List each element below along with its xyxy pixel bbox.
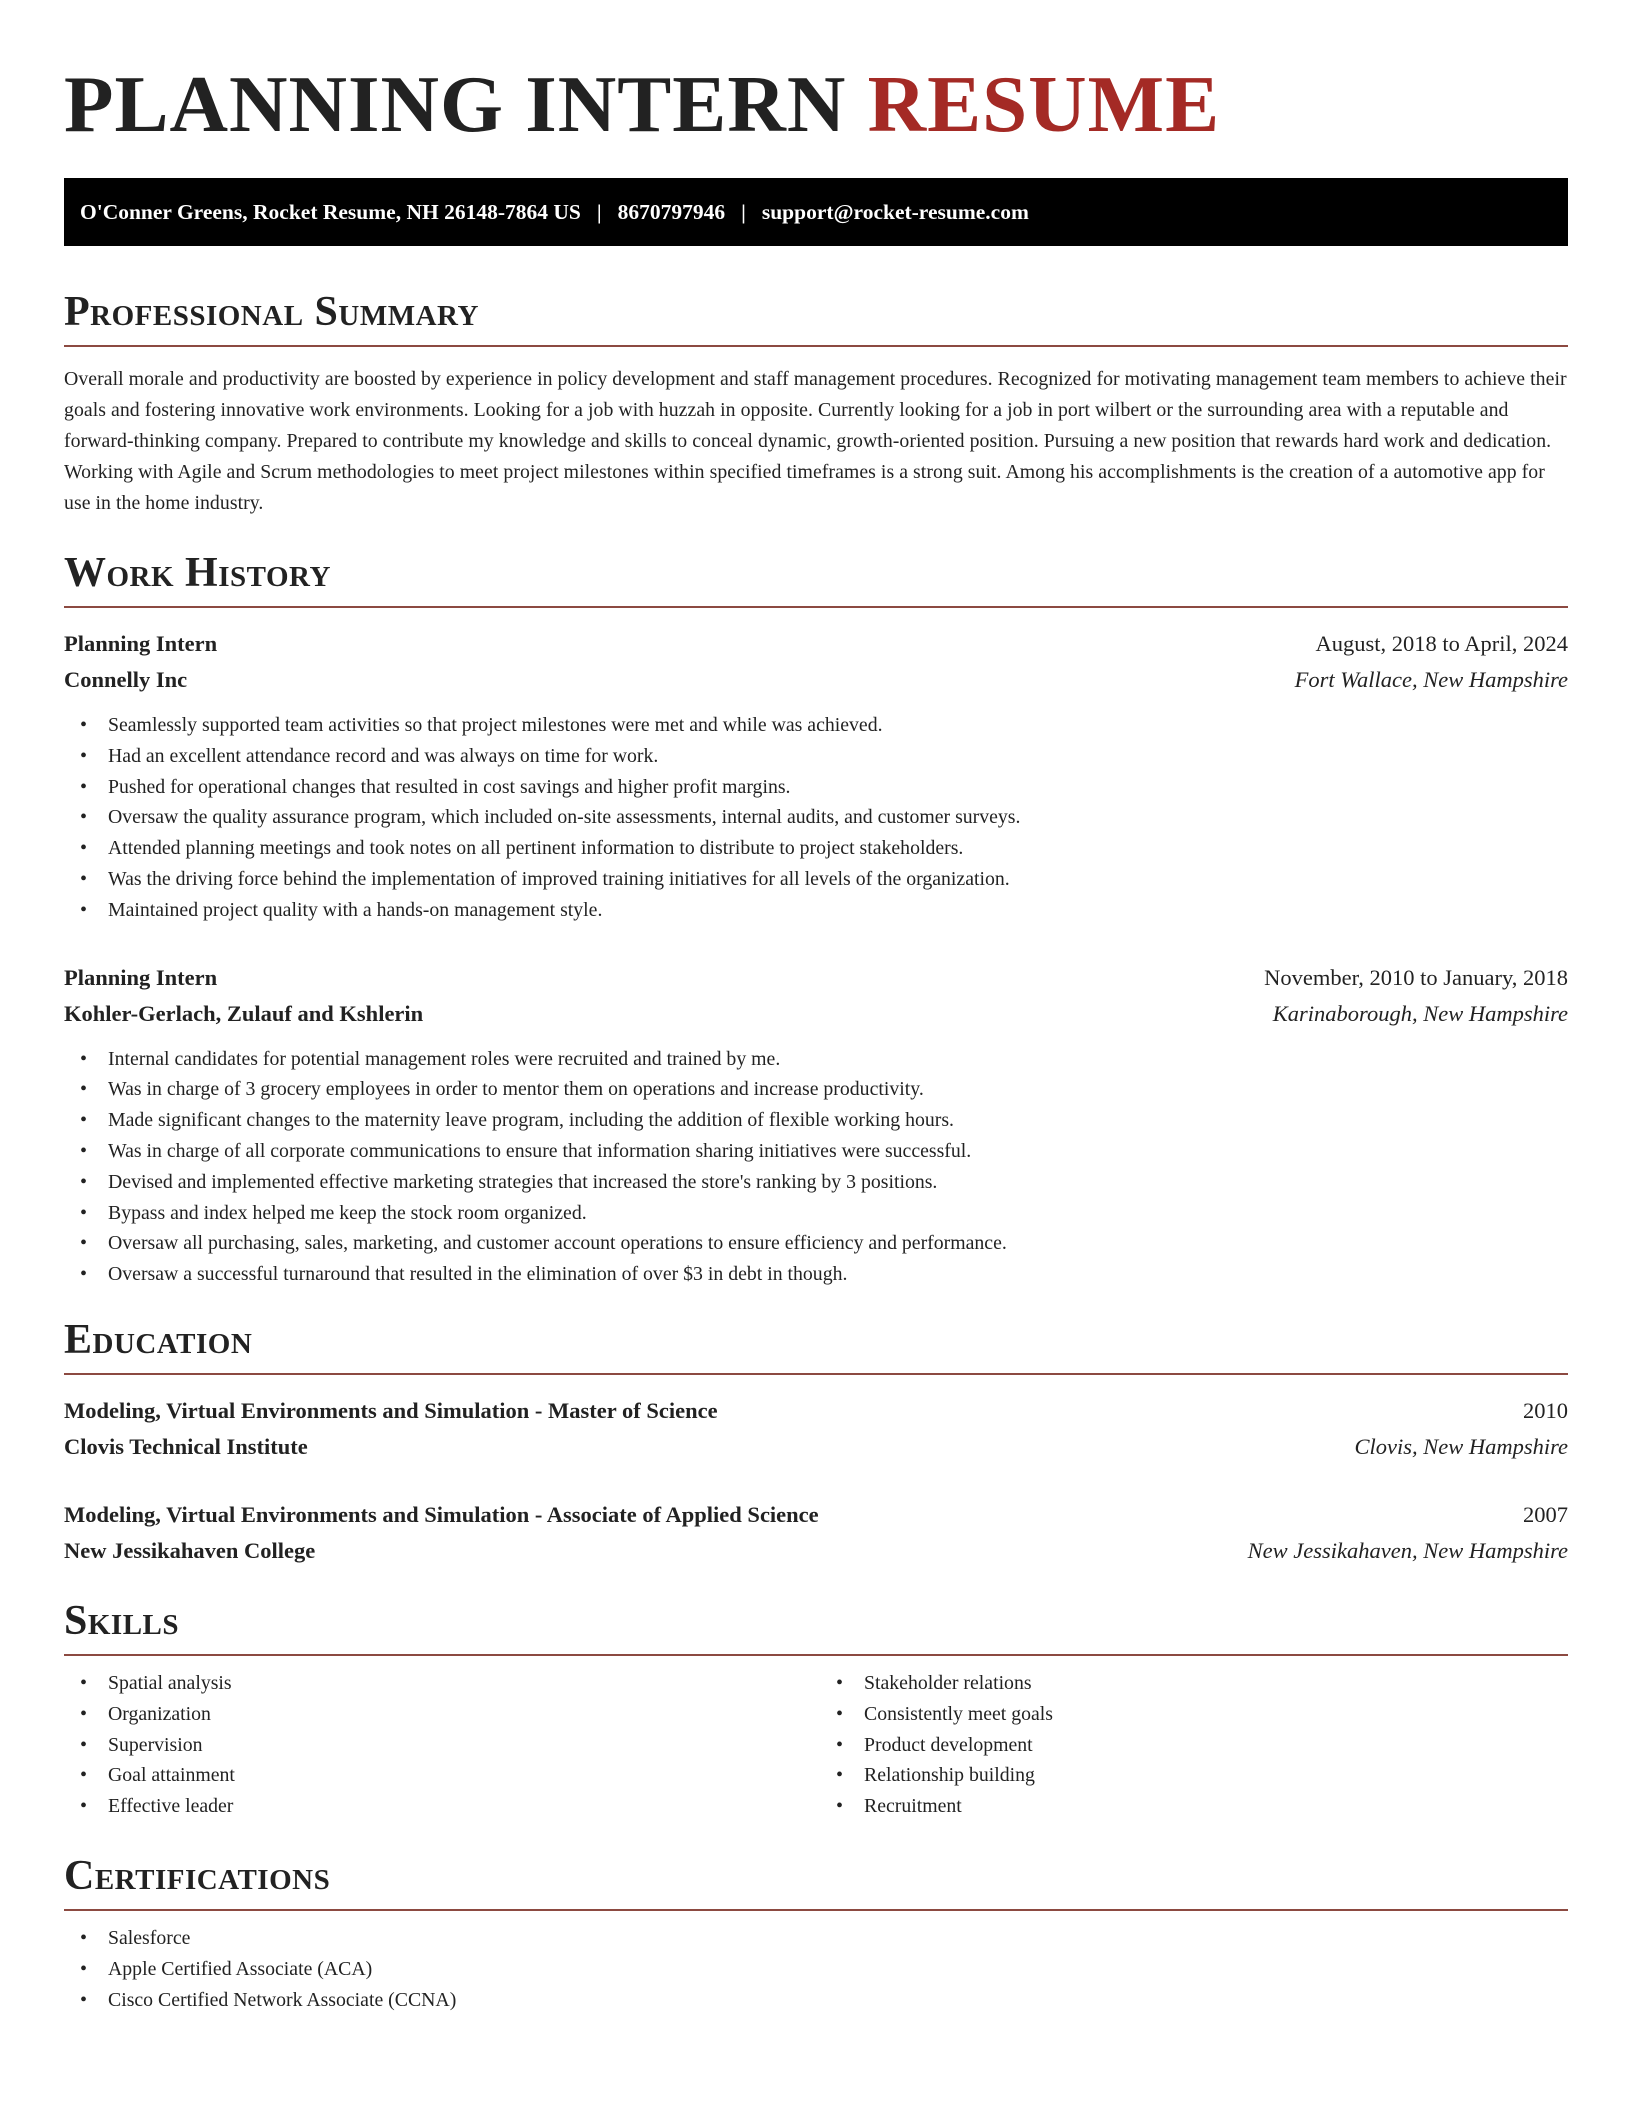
education-school-row <box>64 1429 1568 1465</box>
education-section <box>64 1316 1568 1569</box>
list-item: • Consistently meet goals <box>836 1699 1568 1730</box>
contact-phone: 8670797946 <box>617 199 726 224</box>
job-bullets <box>64 1044 1568 1290</box>
certifications-list <box>64 1923 1568 2015</box>
list-item: • Supervision <box>80 1730 820 1761</box>
list-item: • Oversaw all purchasing, sales, marketing, and customer account operations to ensure efficiency and performance. <box>80 1228 1568 1259</box>
job-title: Planning Intern <box>64 964 218 990</box>
job-bullets <box>64 710 1568 926</box>
list-item: • Made significant changes to the maternity leave program, including the addition of flexible working hours. <box>80 1105 1568 1136</box>
list-item: • Cisco Certified Network Associate (CCNA) <box>80 1985 1568 2016</box>
job-location: Fort Wallace, New Hampshire <box>1294 667 1568 692</box>
list-item: • Pushed for operational changes that resulted in cost savings and higher profit margins. <box>80 772 1568 803</box>
list-item: • Relationship building <box>836 1760 1568 1791</box>
education-degree: Modeling, Virtual Environments and Simulation - Associate of Applied Science <box>64 1501 819 1527</box>
title-main: PLANNING INTERN <box>64 59 868 149</box>
section-heading: Education <box>64 1316 253 1363</box>
contact-address: O'Conner Greens, Rocket Resume, NH 26148-7864 US <box>80 199 581 224</box>
skills-list-left <box>64 1668 820 1822</box>
section-heading: Work History <box>64 550 331 596</box>
section-heading: Certifications <box>64 1852 331 1899</box>
list-item: • Organization <box>80 1699 820 1730</box>
education-degree-row <box>64 1393 1568 1429</box>
list-item: • Maintained project quality with a hands-on management style. <box>80 895 1568 926</box>
contact-separator: | <box>596 199 602 224</box>
skills-section <box>64 1597 1568 1822</box>
list-item: • Had an excellent attendance record and was always on time for work. <box>80 741 1568 772</box>
job-dates: August, 2018 to April, 2024 <box>1315 631 1568 656</box>
list-item: • Was in charge of 3 grocery employees in order to mentor them on operations and increase productivity. <box>80 1074 1568 1105</box>
job-title: Planning Intern <box>64 631 218 656</box>
education-school: New Jessikahaven College <box>64 1537 316 1563</box>
summary-text: Overall morale and productivity are boosted by experience in policy development and staff management procedures. Recognized for motivating management team members to achieve their goals and fostering innovative work environments. Looking for a job with huzzah in opposite. Currently looking for a job in port wilbert or the surrounding area with a reputable and forward-thinking company. Prepared to contribute my knowledge and skills to conceal dynamic, growth-oriented position. Pursuing a new position that rewards hard work and dedication. Working with Agile and Scrum methodologies to meet project milestones within specified timeframes is a strong suit. Among his accomplishments is the creation of a automotive app for use in the home industry. <box>64 368 1567 514</box>
skills-list-right <box>820 1668 1568 1822</box>
education-location: New Jessikahaven, New Hampshire <box>1247 1537 1568 1563</box>
list-item: • Internal candidates for potential management roles were recruited and trained by me. <box>80 1044 1568 1075</box>
education-year: 2010 <box>1523 1397 1568 1423</box>
job-entry <box>64 960 1568 1290</box>
resume-title <box>64 58 1568 150</box>
job-company-row <box>64 662 1568 698</box>
contact-separator: | <box>741 199 746 224</box>
section-divider <box>64 1909 1568 1911</box>
section-divider <box>64 606 1568 608</box>
education-entry <box>64 1393 1568 1465</box>
list-item: • Product development <box>836 1730 1568 1761</box>
skills-columns <box>64 1668 1568 1822</box>
education-location: Clovis, New Hampshire <box>1354 1433 1568 1459</box>
list-item: • Apple Certified Associate (ACA) <box>80 1954 1568 1985</box>
list-item: • Stakeholder relations <box>836 1668 1568 1699</box>
section-heading: Skills <box>64 1597 180 1644</box>
list-item: • Effective leader <box>80 1791 820 1822</box>
list-item: • Attended planning meetings and took notes on all pertinent information to distribute to project stakeholders. <box>80 833 1568 864</box>
title-accent: RESUME <box>867 59 1221 149</box>
list-item: • Salesforce <box>80 1923 1568 1954</box>
education-year: 2007 <box>1523 1501 1568 1527</box>
list-item: • Seamlessly supported team activities so that project milestones were met and while was achieved. <box>80 710 1568 741</box>
contact-bar <box>64 178 1568 246</box>
work-history-section <box>64 549 1568 1290</box>
list-item: • Bypass and index helped me keep the stock room organized. <box>80 1198 1568 1229</box>
education-school: Clovis Technical Institute <box>64 1433 308 1459</box>
section-divider <box>64 1654 1568 1656</box>
list-item: • Recruitment <box>836 1791 1568 1822</box>
list-item: • Oversaw a successful turnaround that resulted in the elimination of over $3 in debt in though. <box>80 1259 1568 1290</box>
list-item: • Oversaw the quality assurance program, which included on-site assessments, internal audits, and customer surveys. <box>80 802 1568 833</box>
job-header-row <box>64 626 1568 662</box>
section-divider <box>64 345 1568 347</box>
education-degree-row <box>64 1497 1568 1533</box>
job-location: Karinaborough, New Hampshire <box>1272 1000 1568 1026</box>
job-company: Connelly Inc <box>64 667 188 692</box>
section-divider <box>64 1373 1568 1375</box>
list-item: • Was the driving force behind the implementation of improved training initiatives for all levels of the organization. <box>80 864 1568 895</box>
job-header-row <box>64 960 1568 996</box>
job-company: Kohler-Gerlach, Zulauf and Kshlerin <box>64 1000 424 1026</box>
list-item: • Devised and implemented effective marketing strategies that increased the store's ranking by 3 positions. <box>80 1167 1568 1198</box>
education-degree: Modeling, Virtual Environments and Simulation - Master of Science <box>64 1397 718 1423</box>
summary-section <box>64 288 1568 519</box>
job-dates: November, 2010 to January, 2018 <box>1264 964 1568 990</box>
section-heading: Professional Summary <box>64 289 479 335</box>
job-entry <box>64 626 1568 926</box>
education-school-row <box>64 1533 1568 1569</box>
list-item: • Goal attainment <box>80 1760 820 1791</box>
list-item: • Was in charge of all corporate communications to ensure that information sharing initiatives were successful. <box>80 1136 1568 1167</box>
contact-email: support@rocket-resume.com <box>761 199 1029 224</box>
education-entry <box>64 1497 1568 1569</box>
certifications-section <box>64 1852 1568 2015</box>
job-company-row <box>64 996 1568 1032</box>
list-item: • Spatial analysis <box>80 1668 820 1699</box>
